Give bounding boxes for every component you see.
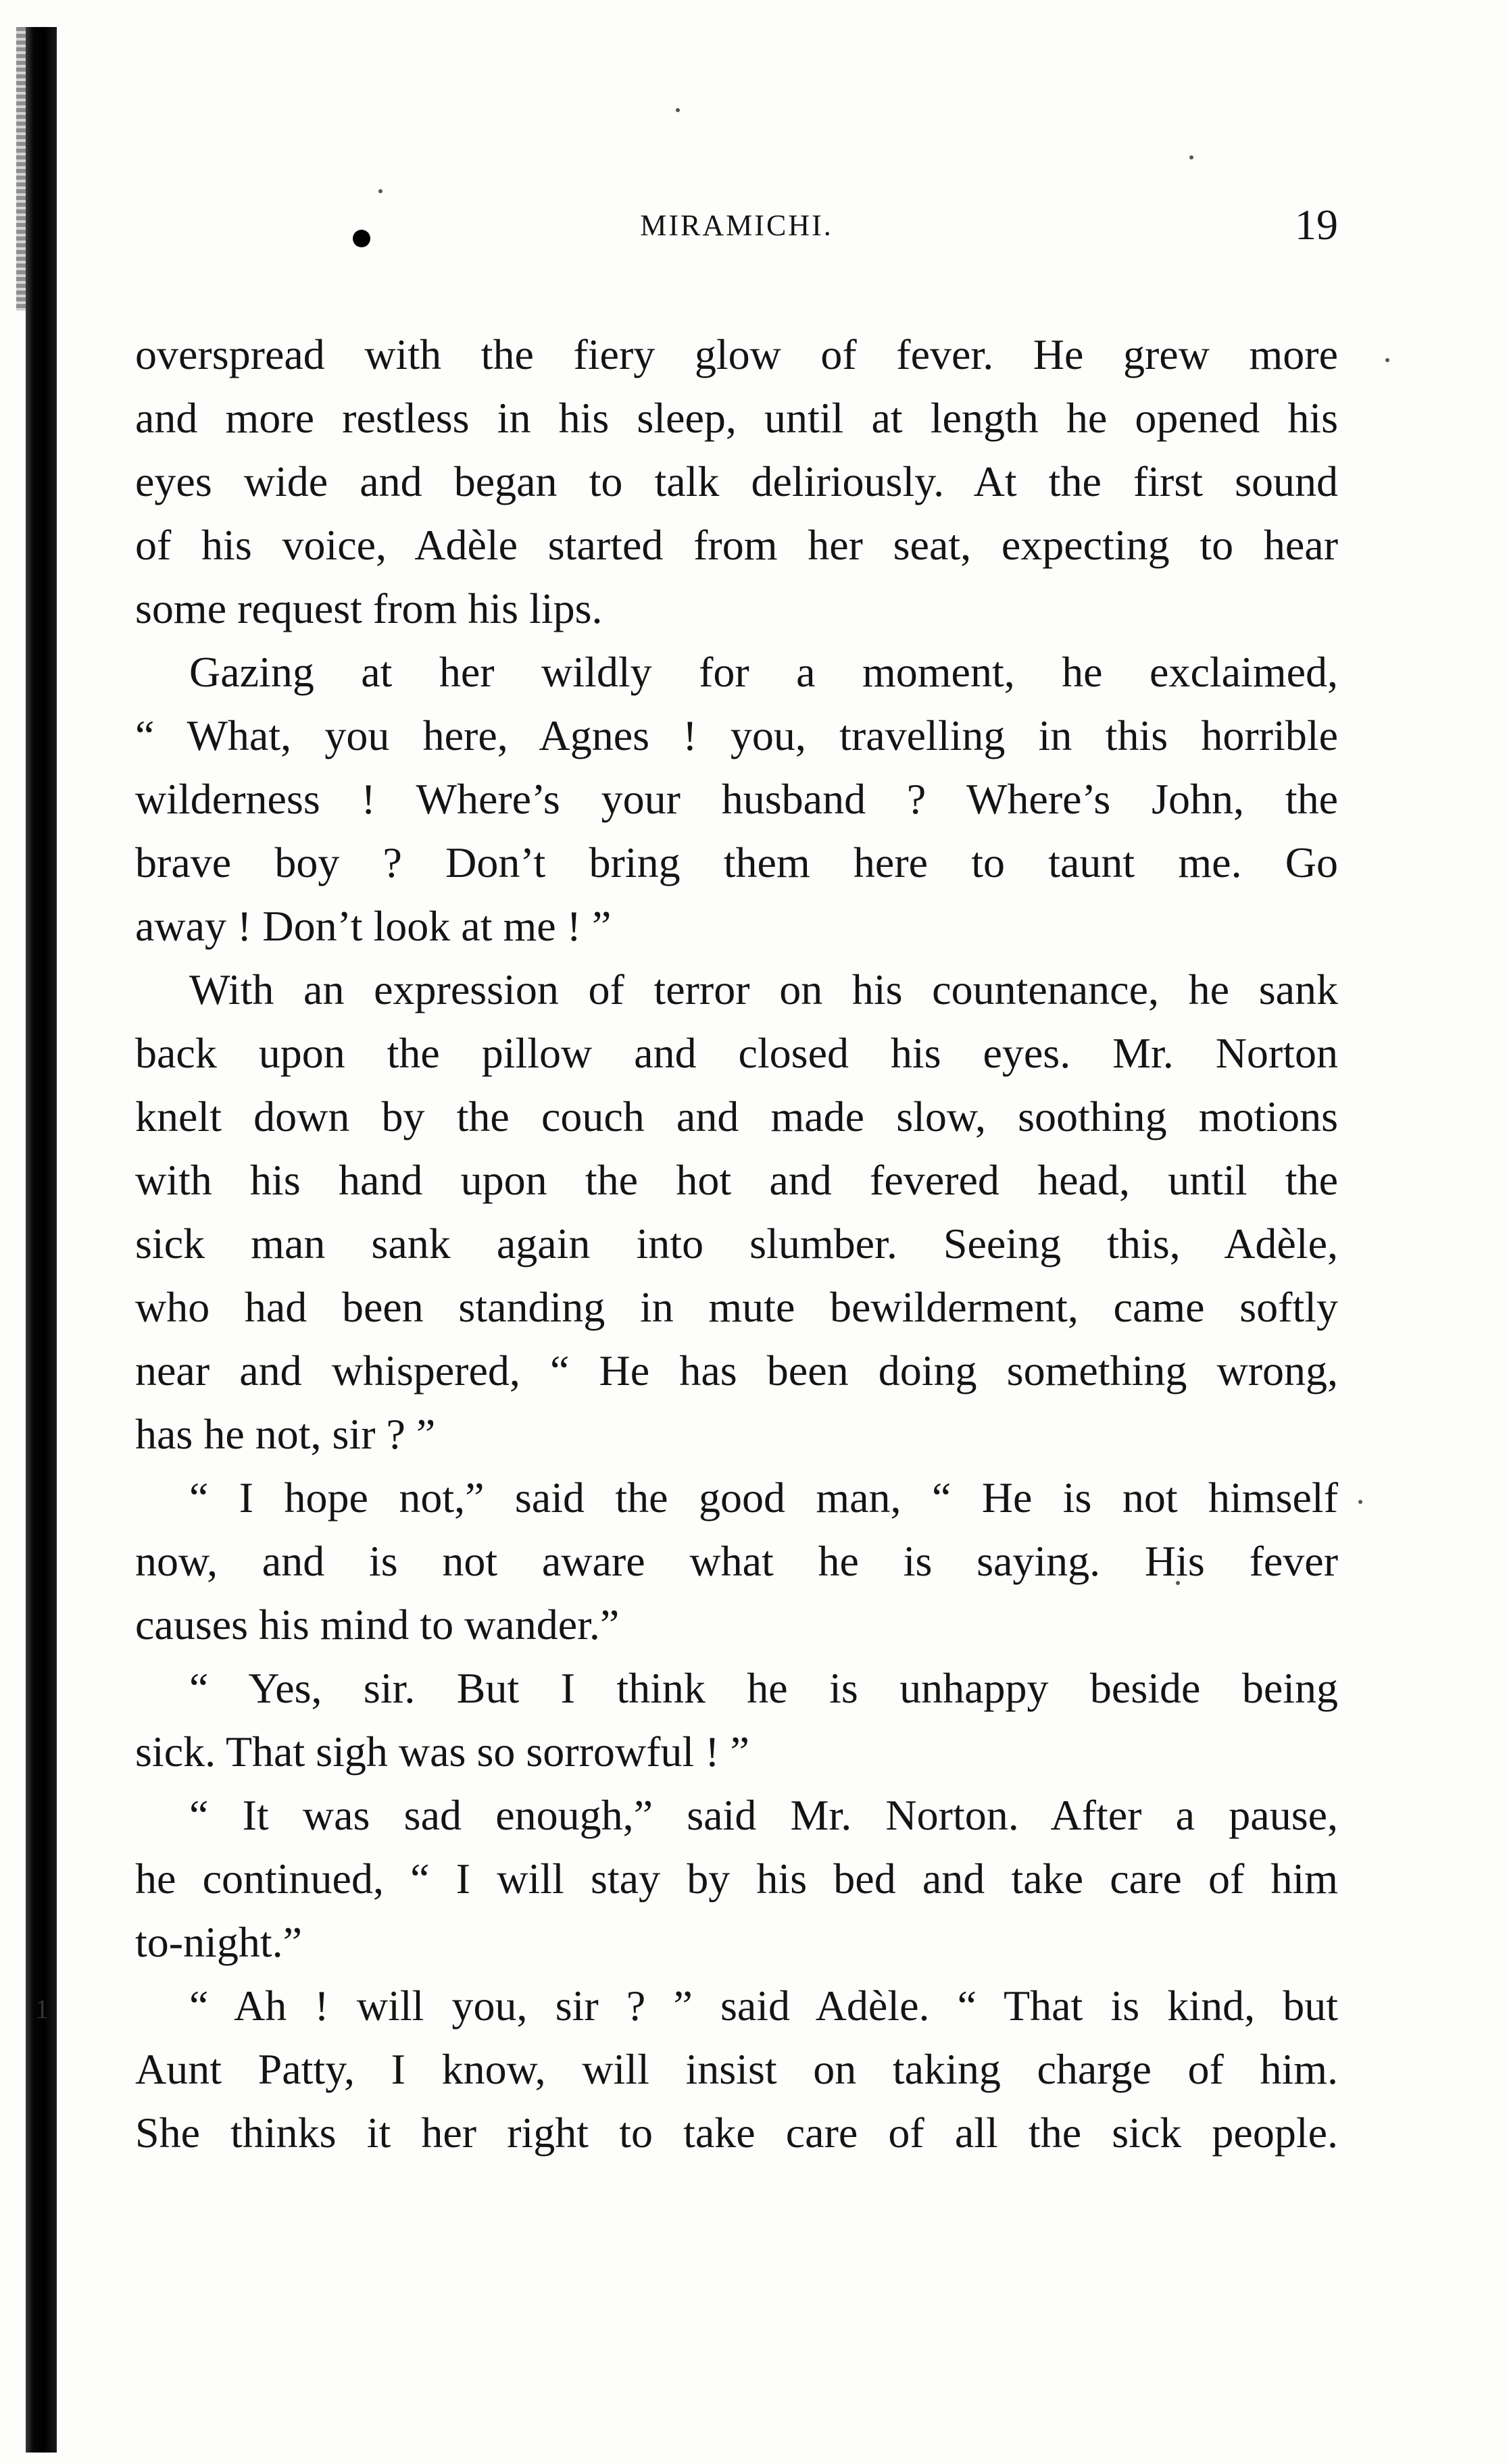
text-line: who had been standing in mute bewilderment, came softly — [135, 1283, 1338, 1331]
scan-speck — [1189, 155, 1193, 159]
scan-speck — [676, 108, 680, 112]
text-line: Gazing at her wildly for a moment, he exclaimed, — [189, 648, 1338, 696]
text-line: he continued, “ I will stay by his bed and take care of him — [135, 1855, 1338, 1903]
text-line: overspread with the fiery glow of fever. He grew more — [135, 330, 1338, 378]
text-line: causes his mind to wander.” — [135, 1601, 620, 1649]
text-line: with his hand upon the hot and fevered head, until the — [135, 1156, 1338, 1204]
text-line: “ I hope not,” said the good man, “ He is not himself — [189, 1474, 1338, 1522]
scan-speck — [1385, 358, 1389, 362]
text-line: some request from his lips. — [135, 584, 603, 632]
text-line: “ Ah ! will you, sir ? ” said Adèle. “ That is kind, but — [189, 1982, 1338, 2030]
binding-edge — [26, 27, 57, 2453]
text-line: near and whispered, “ He has been doing something wrong, — [135, 1347, 1338, 1394]
text-line: “ What, you here, Agnes ! you, travelling in this horrible — [135, 711, 1338, 759]
text-line: brave boy ? Don’t bring them here to taunt me. Go — [135, 838, 1338, 886]
scan-speck — [1358, 1500, 1362, 1504]
text-line: of his voice, Adèle started from her seat, expecting to hear — [135, 521, 1338, 569]
body-text — [135, 323, 1338, 2165]
scan-speck — [378, 189, 382, 193]
text-line: sick. That sigh was so sorrowful ! ” — [135, 1728, 749, 1776]
text-line: to-night.” — [135, 1918, 303, 1966]
text-line: With an expression of terror on his countenance, he sank — [189, 965, 1338, 1013]
text-line: Aunt Patty, I know, will insist on taking charge of him. — [135, 2045, 1338, 2093]
text-line: now, and is not aware what he is saying. His fever — [135, 1537, 1338, 1585]
text-line: “ Yes, sir. But I think he is unhappy beside being — [189, 1664, 1338, 1712]
text-line: eyes wide and began to talk deliriously. At the first sound — [135, 457, 1338, 505]
text-line: back upon the pillow and closed his eyes. Mr. Norton — [135, 1029, 1338, 1077]
text-line: She thinks it her right to take care of all the sick people. — [135, 2109, 1338, 2157]
page-number: 19 — [1295, 201, 1338, 249]
text-line: knelt down by the couch and made slow, soothing motions — [135, 1092, 1338, 1140]
running-title: MIRAMICHI. — [640, 209, 833, 242]
running-head — [135, 200, 1338, 254]
text-line: wilderness ! Where’s your husband ? Where’s John, the — [135, 775, 1338, 823]
text-line: sick man sank again into slumber. Seeing this, Adèle, — [135, 1220, 1338, 1267]
text-line: away ! Don’t look at me ! ” — [135, 902, 612, 950]
text-line: has he not, sir ? ” — [135, 1410, 436, 1458]
text-line: “ It was sad enough,” said Mr. Norton. After a pause, — [189, 1791, 1338, 1839]
margin-mark: 1 — [35, 1994, 49, 2024]
text-line: and more restless in his sleep, until at length he opened his — [135, 394, 1338, 442]
